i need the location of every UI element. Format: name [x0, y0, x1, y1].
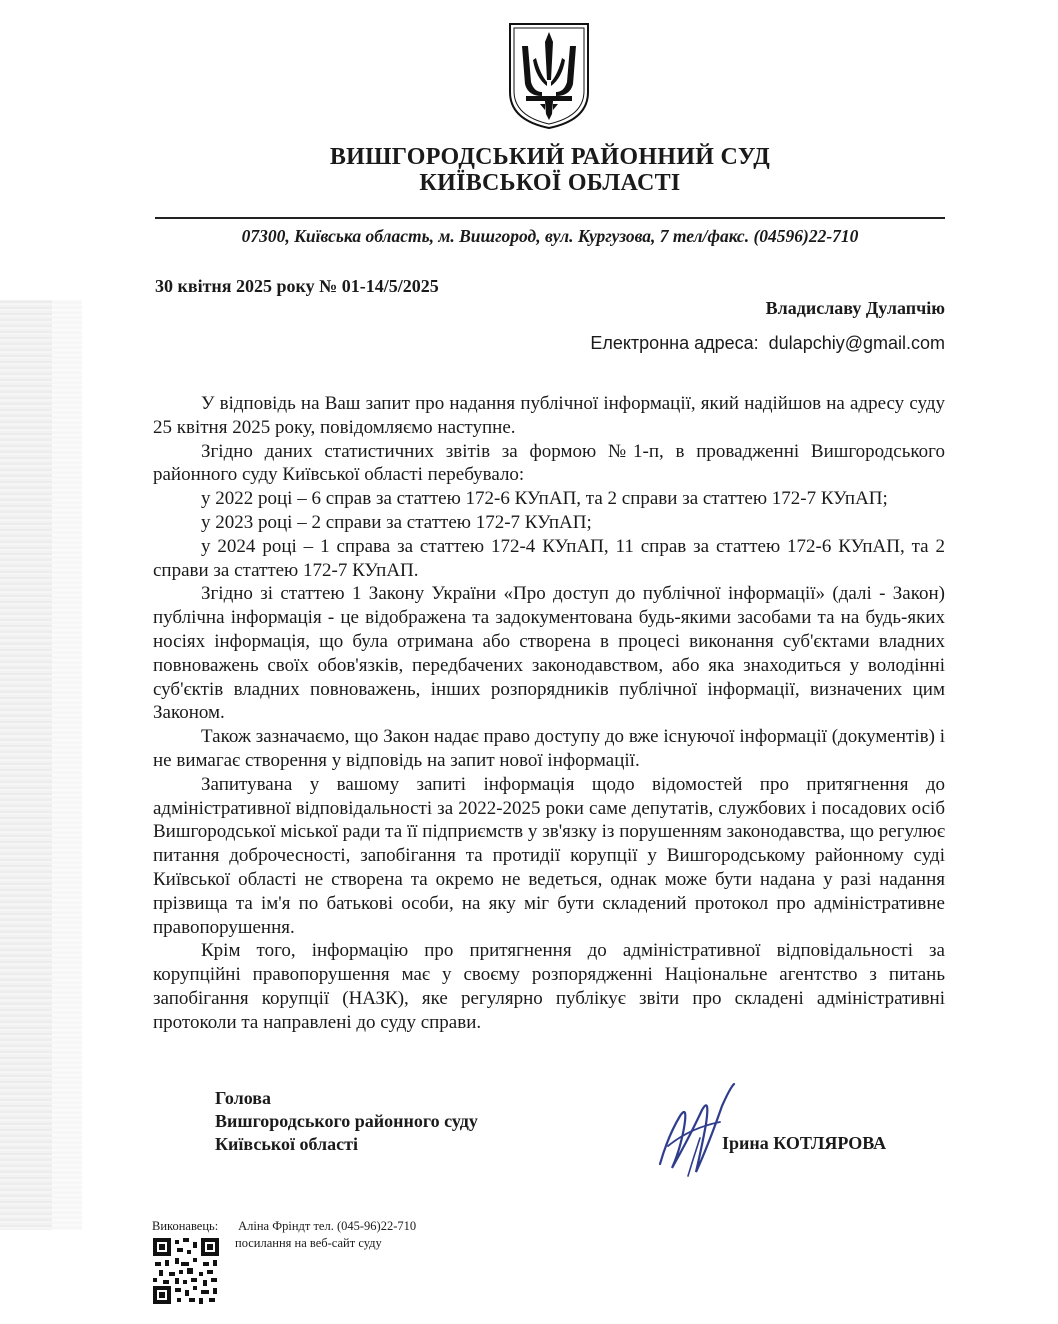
trident-coat-of-arms-icon — [506, 20, 592, 132]
signatory-position — [215, 1087, 478, 1156]
court-name-line1: ВИШГОРОДСЬКИЙ РАЙОННИЙ СУД — [329, 144, 771, 170]
scan-artifact-edge-light — [52, 300, 82, 1230]
header-divider — [155, 217, 945, 219]
letter-date-number: 30 квітня 2025 року № 01-14/5/2025 — [155, 276, 439, 296]
recipient-name: Владиславу Дулапчію — [765, 298, 945, 318]
email-value: dulapchiy@gmail.com — [768, 333, 945, 353]
signer-name: Ірина КОТЛЯРОВА — [722, 1133, 887, 1153]
court-name-line2: КИЇВСЬКОЇ ОБЛАСТІ — [419, 170, 681, 196]
executor-line — [152, 1218, 416, 1235]
letter-body — [153, 392, 945, 1035]
position-line: Вишгородського районного суду — [215, 1111, 478, 1131]
body-paragraph: Згідно даних статистичних звітів за формою №1-п, в провадженні Вишгородського районного суду Київської області перебувало: — [153, 440, 945, 486]
recipient-email-line — [590, 333, 945, 354]
website-note: посилання на веб-сайт суду — [235, 1236, 382, 1250]
executor-value: Аліна Фріндт тел. (045-96)22-710 — [238, 1219, 417, 1233]
executor-label: Виконавець: — [152, 1219, 219, 1233]
scan-artifact-edge — [0, 300, 52, 1230]
email-label: Електронна адреса: — [590, 333, 759, 353]
body-paragraph: Також зазначаємо, що Закон надає право доступу до вже існуючої інформації (документів) і не вимагає створення у відповідь на запит нової інформації. — [153, 726, 945, 771]
body-paragraph: Запитувана у вашому запиті інформація щодо відомостей про притягнення до адміністративної відповідальності за 2022-2025 роки саме депутатів, службових і посадових осіб Вишгородської міської ради та її підприємств у зв'язку із порушенням законодавства, що регулює питання доброчесності, запобігання та протидії корупції у Вишгородському районному суді Київської області не створена та окремо не ведеться, однак може бути надана у разі надання прізвища та ім'я по батькові особи, на яку міг бути складений протокол про адміністративне правопорушення. — [153, 773, 945, 938]
position-line: Голова — [215, 1088, 272, 1108]
qr-code-icon[interactable] — [153, 1238, 219, 1304]
body-paragraph: у 2024 році – 1 справа за статтею 172-4 КУпАП, 11 справ за статтею 172-6 КУпАП, та 2 справи за статтею 172-7 КУпАП. — [153, 535, 945, 581]
body-paragraph: Згідно зі статтею 1 Закону України «Про доступ до публічної інформації» (далі - Закон) публічна інформація - це відображена та задокументована будь-якими засобами та на будь-яких носіях інформація, що була отримана або створена в процесі виконання суб'єктами владних повноважень своїх обов'язків, передбачених законодавством, або яка знаходиться у володінні суб'єктів владних повноважень, інших розпорядників публічної інформації, визначених цим Законом. — [153, 583, 945, 724]
body-paragraph: у 2022 році – 6 справ за статтею 172-6 КУпАП, та 2 справи за статтею 172-7 КУпАП; — [201, 488, 888, 510]
body-paragraph: Крім того, інформацію про притягнення до адміністративної відповідальності за корупційні правопорушення має у своєму розпорядженні Національне агентство з питань запобігання корупції (НАЗК), яке регулярно публікує звіти про складені адміністративні протоколи та направлені до суду справи. — [153, 940, 945, 1033]
position-line: Київської області — [215, 1134, 358, 1154]
handwritten-signature — [650, 1076, 750, 1186]
court-address: 07300, Київська область, м. Вишгород, вул. Кургузова, 7 тел/факс. (04596)22-710 — [241, 226, 859, 246]
body-paragraph: У відповідь на Ваш запит про надання публічної інформації, який надійшов на адресу суду 25 квітня 2025 року, повідомляємо наступне. — [153, 393, 945, 438]
body-paragraph: у 2023 році – 2 справи за статтею 172-7 КУпАП; — [201, 511, 592, 533]
